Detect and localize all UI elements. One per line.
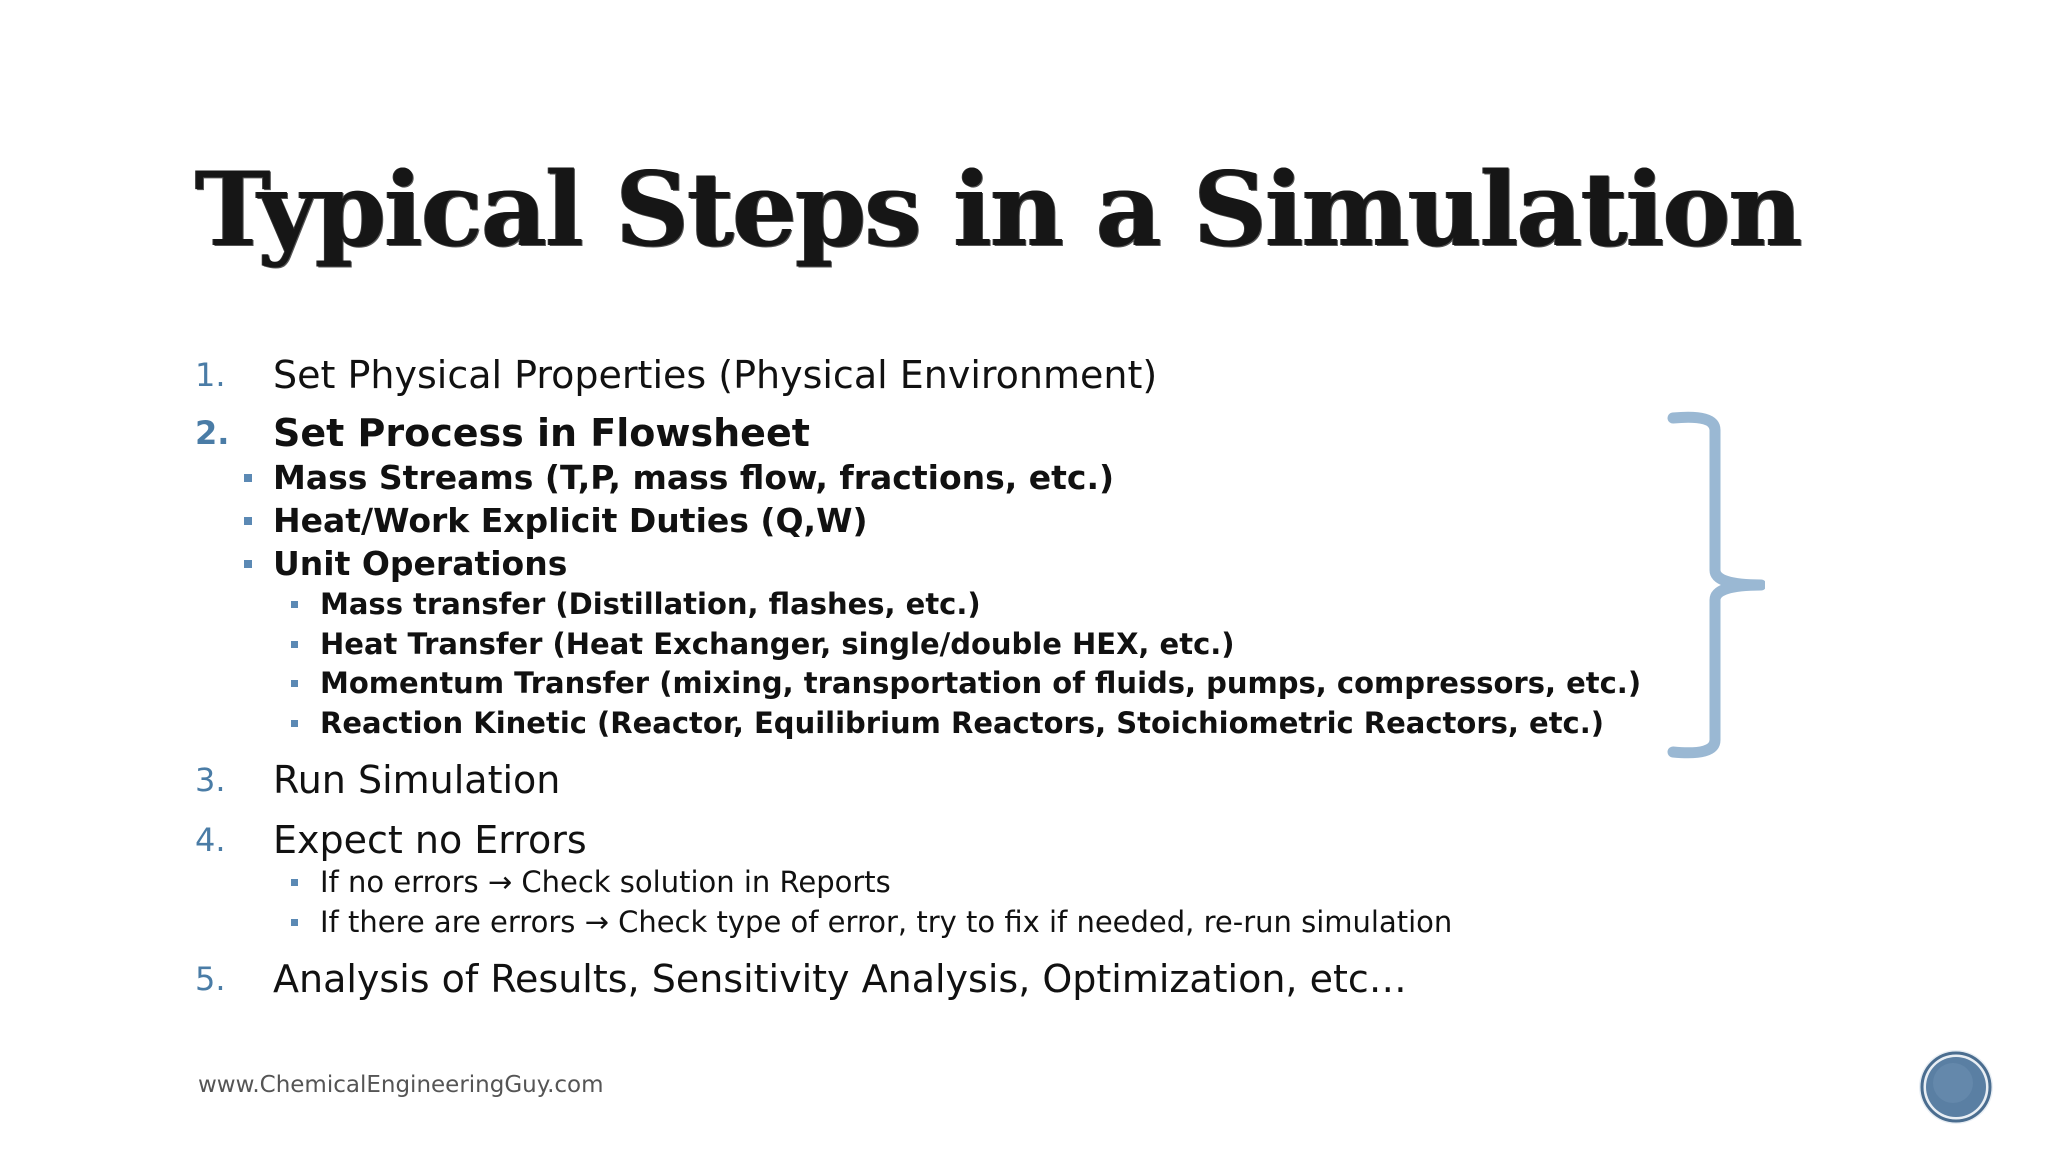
- step-label: Expect no Errors: [273, 818, 587, 862]
- slide-title: Typical Steps in a Simulation: [195, 150, 1801, 270]
- square-bullet-icon: [291, 601, 298, 608]
- square-bullet-icon: [291, 919, 298, 926]
- unit-operation-label: Reaction Kinetic (Reactor, Equilibrium Reactors, Stoichiometric Reactors, etc.): [320, 705, 1605, 740]
- step-label: Run Simulation: [273, 758, 561, 802]
- list-item: [195, 499, 1795, 542]
- list-item: [195, 863, 1795, 903]
- unit-operation-label: Heat Transfer (Heat Exchanger, single/double HEX, etc.): [320, 626, 1235, 661]
- square-bullet-icon: [244, 517, 252, 525]
- step-1: [195, 352, 1795, 398]
- list-item: [195, 542, 1795, 585]
- unit-operation-label: Momentum Transfer (mixing, transportation of fluids, pumps, compressors, etc.): [320, 666, 1642, 700]
- square-bullet-icon: [291, 879, 298, 886]
- step-label: Set Physical Properties (Physical Environment): [273, 353, 1158, 397]
- list-item: [195, 585, 1795, 625]
- subitem-label: Unit Operations: [273, 544, 568, 583]
- list-item: [195, 456, 1795, 499]
- list-item: [195, 664, 1795, 704]
- subitem-label: If no errors → Check solution in Reports: [320, 865, 891, 899]
- step-number: 2.: [195, 414, 230, 452]
- square-bullet-icon: [244, 560, 252, 568]
- step-3: [195, 757, 1795, 803]
- list-item: [195, 704, 1795, 744]
- step-number: 5.: [195, 960, 226, 998]
- square-bullet-icon: [291, 641, 298, 648]
- step-label: Analysis of Results, Sensitivity Analysis, Optimization, etc…: [273, 957, 1407, 1001]
- list-item: [195, 625, 1795, 665]
- footer-url: www.ChemicalEngineeringGuy.com: [198, 1072, 604, 1098]
- right-brace-icon: [1665, 410, 1765, 760]
- step-5: [195, 956, 1795, 1002]
- square-bullet-icon: [291, 680, 298, 687]
- slide-nav-button[interactable]: [1917, 1048, 1995, 1126]
- step-label: Set Process in Flowsheet: [273, 411, 810, 455]
- steps-list: [195, 352, 1795, 1002]
- subitem-label: If there are errors → Check type of error, try to fix if needed, re-run simulation: [320, 904, 1453, 939]
- square-bullet-icon: [244, 474, 252, 482]
- step-number: 3.: [195, 761, 226, 799]
- subitem-label: Heat/Work Explicit Duties (Q,W): [273, 501, 868, 540]
- square-bullet-icon: [291, 720, 298, 727]
- subitem-label: Mass Streams (T,P, mass flow, fractions, etc.): [273, 458, 1115, 497]
- list-item: [195, 903, 1795, 943]
- step-number: 1.: [195, 356, 226, 394]
- step-number: 4.: [195, 821, 226, 859]
- unit-operation-label: Mass transfer (Distillation, flashes, etc.): [320, 587, 981, 621]
- step-4: [195, 817, 1795, 863]
- step-2: [195, 410, 1795, 456]
